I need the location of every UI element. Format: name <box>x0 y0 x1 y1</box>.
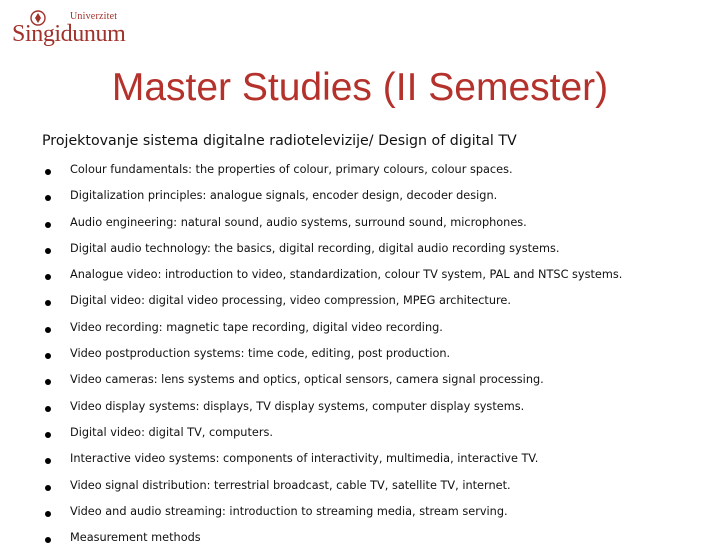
page-title: Master Studies (II Semester) <box>111 66 609 109</box>
list-item <box>0 421 720 447</box>
list-item-text: Digitalization principles: analogue signals, encoder design, decoder design. <box>70 189 498 203</box>
logo-top-text: Univerzitet <box>70 11 118 22</box>
list-item-text: Video and audio streaming: introduction to streaming media, stream serving. <box>70 504 508 518</box>
list-item-text: Measurement methods <box>70 531 201 545</box>
bullet-icon <box>45 300 51 306</box>
list-item <box>0 368 720 394</box>
list-item <box>0 184 720 210</box>
bullet-icon <box>45 406 51 412</box>
bullet-icon <box>45 327 51 333</box>
bullet-icon <box>45 248 51 254</box>
list-item <box>0 316 720 342</box>
bullet-icon <box>45 195 51 201</box>
bullet-icon <box>45 458 51 464</box>
list-item <box>0 289 720 315</box>
university-logo <box>10 10 126 47</box>
list-item <box>0 500 720 526</box>
list-item-text: Digital video: digital TV, computers. <box>70 425 273 439</box>
bullet-icon <box>45 274 51 280</box>
bullet-icon <box>45 537 51 543</box>
list-item-text: Digital video: digital video processing, video compression, MPEG architecture. <box>70 294 511 308</box>
bullet-icon <box>45 511 51 517</box>
list-item <box>0 342 720 368</box>
list-item <box>0 237 720 263</box>
list-item-text: Interactive video systems: components of interactivity, multimedia, interactive TV. <box>70 452 539 466</box>
list-item <box>0 395 720 421</box>
list-item <box>0 263 720 289</box>
list-item-text: Analogue video: introduction to video, standardization, colour TV system, PAL and NTSC systems. <box>70 268 623 282</box>
logo-name: Singidunum <box>12 21 126 47</box>
bullet-icon <box>45 222 51 228</box>
bullet-icon <box>45 432 51 438</box>
list-item-text: Video display systems: displays, TV display systems, computer display systems. <box>70 399 525 413</box>
list-item-text: Video recording: magnetic tape recording, digital video recording. <box>70 320 443 334</box>
topic-list <box>0 158 720 552</box>
list-item-text: Audio engineering: natural sound, audio systems, surround sound, microphones. <box>70 215 527 229</box>
bullet-icon <box>45 169 51 175</box>
list-item-text: Digital audio technology: the basics, digital recording, digital audio recording systems. <box>70 241 560 255</box>
list-item <box>0 474 720 500</box>
list-item <box>0 526 720 552</box>
list-item <box>0 158 720 184</box>
list-item <box>0 211 720 237</box>
list-item <box>0 447 720 473</box>
list-item-text: Video signal distribution: terrestrial broadcast, cable TV, satellite TV, internet. <box>70 478 511 492</box>
list-item-text: Video cameras: lens systems and optics, optical sensors, camera signal processing. <box>70 373 544 387</box>
list-item-text: Video postproduction systems: time code, editing, post production. <box>70 347 451 361</box>
list-item-text: Colour fundamentals: the properties of colour, primary colours, colour spaces. <box>70 163 513 176</box>
bullet-icon <box>45 353 51 359</box>
course-subtitle: Projektovanje sistema digitalne radiotelevizije/ Design of digital TV <box>42 133 517 149</box>
bullet-icon <box>45 379 51 385</box>
bullet-icon <box>45 485 51 491</box>
